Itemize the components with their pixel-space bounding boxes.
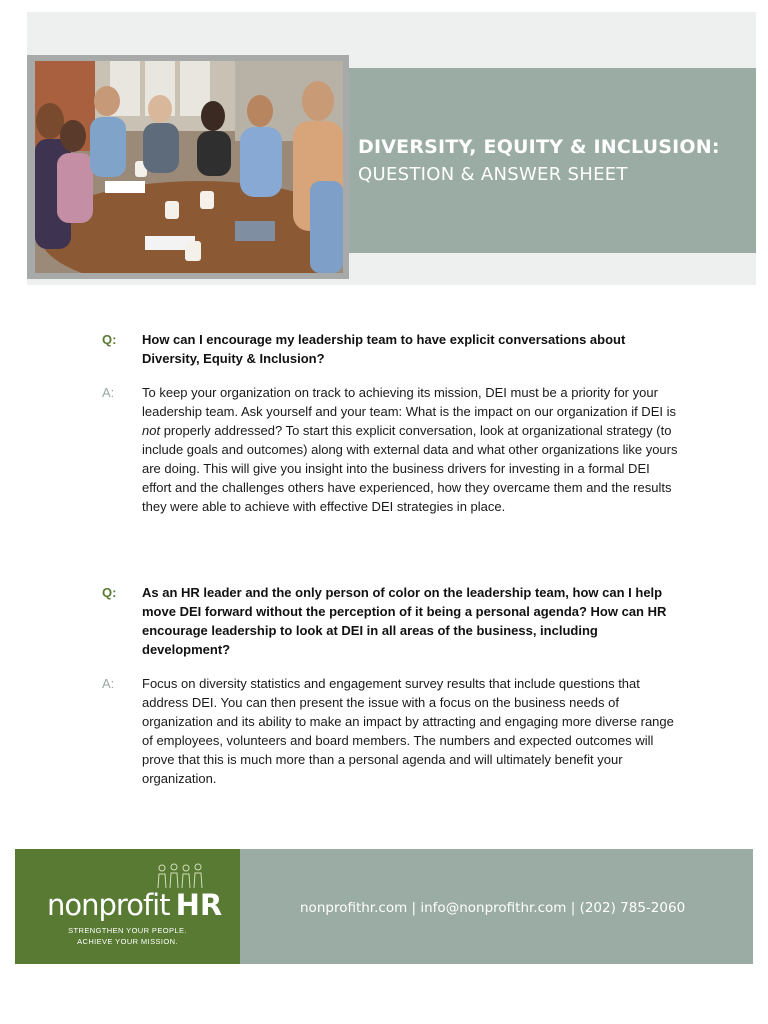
answer-text-part: To keep your organization on track to achieving its mission, DEI must be a priority for your leadership team. Ask yourself and your team: What is the impact on our organization if DEI is [142,385,676,419]
page-title: DIVERSITY, EQUITY & INCLUSION: [358,136,720,158]
question-text: As an HR leader and the only person of color on the leadership team, how can I help move DEI forward without the perception of it being a personal agenda? How can HR encourage leadership to look at DEI in all areas of the business, including development? [142,585,667,657]
question-tag: Q: [102,332,117,347]
answer-tag: A: [102,676,115,691]
qa-block-2 [102,583,682,659]
answer-block-2 [102,674,682,788]
question-text: How can I encourage my leadership team to have explicit conversations about Diversity, Equity & Inclusion? [142,332,626,366]
logo-text-light: nonprofit [47,888,170,922]
qa-block-1 [102,330,682,368]
logo-text-bold: HR [175,888,223,922]
contact-info: nonprofithr.com | info@nonprofithr.com | (202) 785-2060 [300,900,686,916]
answer-text [142,383,682,516]
question-tag: Q: [102,585,117,600]
answer-block-1 [102,383,682,516]
title-panel [341,68,756,253]
page-subtitle: QUESTION & ANSWER SHEET [358,164,628,185]
tagline-line1: STRENGTHEN YOUR PEOPLE. [68,926,187,935]
answer-text-part: properly addressed? To start this explicit conversation, look at organizational strategy (to include goals and outcomes) along with external data and what other organizations like yours are doing. This will give you insight into the business drivers for investing in a formal DEI effort and the challenges others have experienced, how they overcame them and the results they were able to achieve with effective DEI strategies in place. [142,423,678,514]
nonprofit-hr-logo [47,888,222,923]
answer-emphasis: not [142,423,161,438]
answer-tag: A: [102,385,115,400]
group-meeting-photo [35,61,343,273]
answer-text: Focus on diversity statistics and engagement survey results that include questions that address DEI. You can then present the issue with a focus on the business needs of organization and its ability to make an impact by attracting and engaging more diverse range of employees, volunteers and board members. The numbers and expected outcomes will prove that this is much more than a personal agenda and will ultimately benefit your organization. [142,676,674,786]
tagline-line2: ACHIEVE YOUR MISSION. [77,937,178,946]
